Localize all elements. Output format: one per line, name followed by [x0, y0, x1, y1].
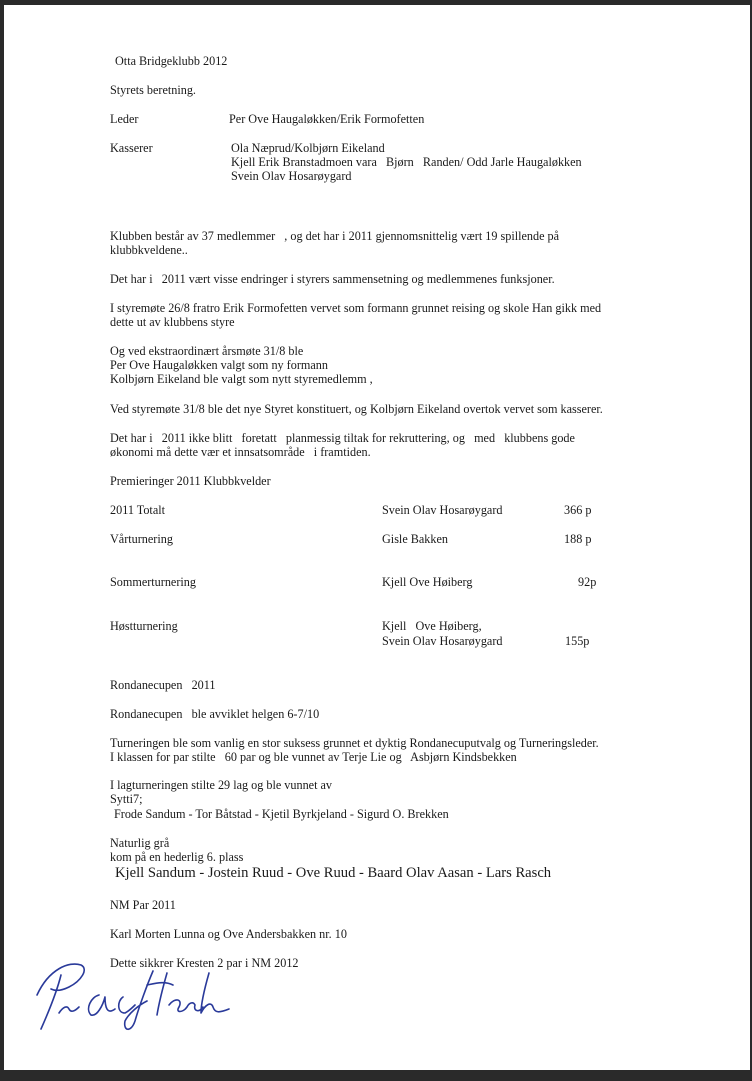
paragraph: Ved styremøte 31/8 ble det nye Styret konstituert, og Kolbjørn Eikeland overtok vervet som kasserer. — [110, 402, 603, 416]
prize-points: 366 p — [564, 503, 592, 517]
leder-label: Leder — [110, 112, 139, 126]
rondane-team: Kjell Sandum - Jostein Ruud - Ove Ruud - Baard Olav Aasan - Lars Rasch — [115, 865, 552, 881]
prize-category: 2011 Totalt — [110, 503, 166, 517]
prize-points: 188 p — [564, 532, 592, 546]
premieringer-heading: Premieringer 2011 Klubbkvelder — [110, 474, 271, 488]
prize-points: 155p — [565, 634, 590, 648]
kasserer-line: Kjell Erik Branstadmoen vara Bjørn Randen/ Odd Jarle Haugaløkken — [231, 155, 582, 169]
prize-winner: Kjell Ove Høiberg — [382, 575, 473, 589]
prize-category: Sommerturnering — [110, 575, 196, 589]
rondane-line: Sytti7; — [110, 792, 143, 806]
nm-line: Dette sikkrer Kresten 2 par i NM 2012 — [110, 956, 299, 970]
prize-winner: Gisle Bakken — [382, 532, 449, 546]
rondane-line: Naturlig grå — [110, 836, 170, 850]
kasserer-label: Kasserer — [110, 141, 153, 155]
rondane-line: I klassen for par stilte 60 par og ble vunnet av Terje Lie og Asbjørn Kindsbekken — [110, 750, 517, 764]
prize-winner: Svein Olav Hosarøygard — [382, 503, 503, 517]
prize-category: Høstturnering — [110, 619, 178, 633]
paragraph: Det har i 2011 ikke blitt foretatt planmessig tiltak for rekruttering, og med klubbens gode — [110, 431, 575, 445]
paragraph: økonomi må dette vær et innsatsområde i framtiden. — [110, 445, 371, 459]
prize-category: Vårturnering — [110, 532, 173, 546]
rondane-line: Turneringen ble som vanlig en stor suksess grunnet et dyktig Rondanecuputvalg og Turneringsleder. — [110, 736, 599, 750]
rondane-line: I lagturneringen stilte 29 lag og ble vunnet av — [110, 778, 333, 792]
paragraph: Og ved ekstraordinært årsmøte 31/8 ble — [110, 344, 304, 358]
leder-value: Per Ove Haugaløkken/Erik Formofetten — [229, 112, 425, 126]
paragraph: dette ut av klubbens styre — [110, 315, 235, 329]
club-title: Otta Bridgeklubb 2012 — [115, 54, 228, 68]
rondane-line: kom på en hederlig 6. plass — [110, 850, 244, 864]
report-title: Styrets beretning. — [110, 83, 196, 97]
prize-winner: Svein Olav Hosarøygard — [382, 634, 503, 648]
signature — [29, 955, 239, 1035]
rondane-heading: Rondanecupen 2011 — [110, 678, 216, 692]
paragraph: klubbkveldene.. — [110, 243, 188, 257]
paragraph: Per Ove Haugaløkken valgt som ny formann — [110, 358, 328, 372]
kasserer-line: Ola Næprud/Kolbjørn Eikeland — [231, 141, 385, 155]
rondane-line: Frode Sandum - Tor Båtstad - Kjetil Byrkjeland - Sigurd O. Brekken — [114, 807, 449, 821]
prize-points: 92p — [578, 575, 597, 589]
prize-winner: Kjell Ove Høiberg, — [382, 619, 482, 633]
kasserer-line: Svein Olav Hosarøygard — [231, 169, 352, 183]
paragraph: Det har i 2011 vært visse endringer i styrers sammensetning og medlemmenes funksjoner. — [110, 272, 555, 286]
paragraph: Klubben består av 37 medlemmer , og det har i 2011 gjennomsnittelig vært 19 spillende på — [110, 229, 560, 243]
document-page — [4, 5, 750, 1070]
nm-heading: NM Par 2011 — [110, 898, 176, 912]
paragraph: Kolbjørn Eikeland ble valgt som nytt styremedlemm , — [110, 372, 373, 386]
rondane-line: Rondanecupen ble avviklet helgen 6-7/10 — [110, 707, 320, 721]
nm-line: Karl Morten Lunna og Ove Andersbakken nr. 10 — [110, 927, 347, 941]
paragraph: I styremøte 26/8 fratro Erik Formofetten vervet som formann grunnet reising og skole Han gikk med — [110, 301, 602, 315]
